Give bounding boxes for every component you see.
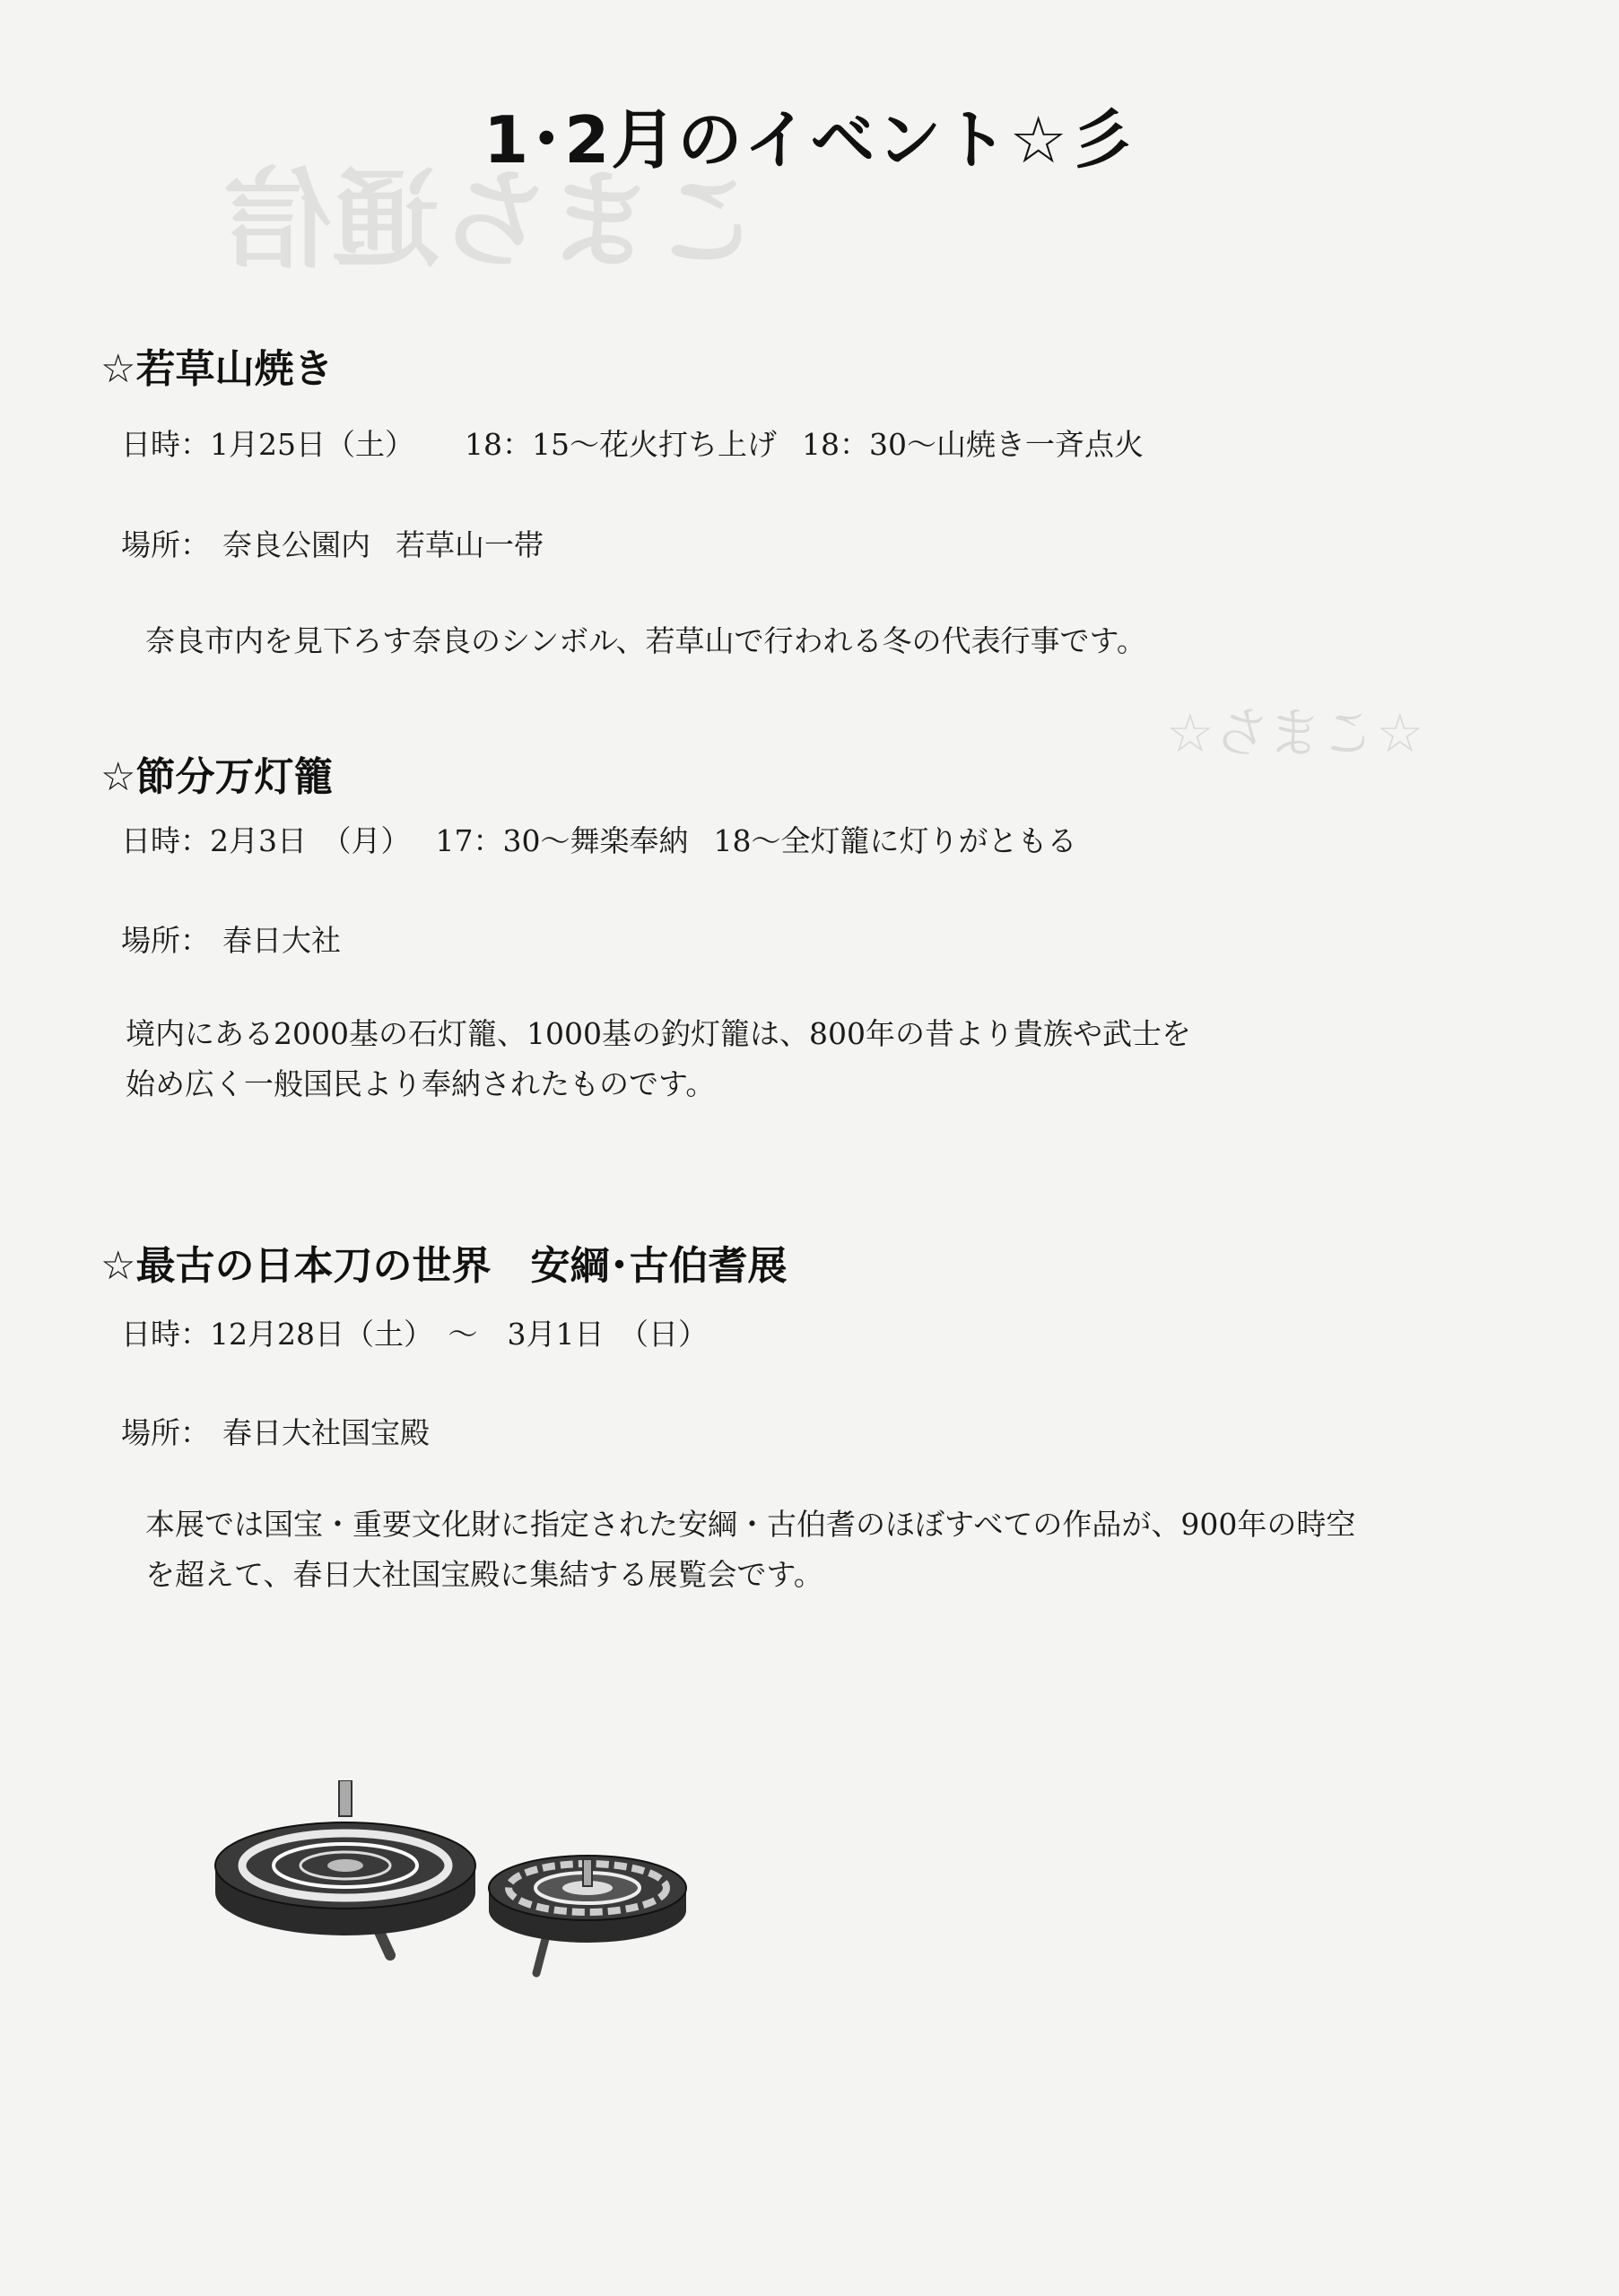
event-place-line bbox=[121, 918, 341, 960]
place-value: 若草山一帯 bbox=[396, 527, 544, 562]
time-item: 18：30～山焼き一斉点火 bbox=[801, 427, 1144, 462]
event-place-line bbox=[121, 1410, 430, 1452]
place-label: 場所： bbox=[121, 923, 210, 958]
time-item: 18：15～花火打ち上げ bbox=[465, 427, 777, 462]
large-top bbox=[215, 1780, 475, 1955]
page-title: 1･2月のイベント☆彡 bbox=[483, 102, 1136, 178]
place-label: 場所： bbox=[121, 527, 210, 562]
bleed-through-badge bbox=[1166, 691, 1424, 768]
date-label: 日時： bbox=[121, 427, 210, 462]
event-place-line bbox=[121, 522, 544, 564]
event-heading-sword-exhibition: ☆最古の日本刀の世界 安綱･古伯耆展 bbox=[100, 1243, 788, 1289]
date-value: 2月3日 （月） bbox=[210, 823, 411, 858]
event-date-line bbox=[121, 422, 1144, 464]
event-heading-wakakusa: ☆若草山焼き bbox=[100, 346, 334, 392]
small-top bbox=[489, 1856, 686, 1973]
event-date-line bbox=[121, 818, 1076, 860]
event-description bbox=[145, 1500, 1355, 1600]
place-label: 場所： bbox=[121, 1415, 210, 1450]
date-value: 12月28日（土） ～ 3月1日 （日） bbox=[210, 1317, 708, 1352]
place-value: 奈良公園内 bbox=[222, 527, 370, 562]
bleed-through-title-text: こまち通信 bbox=[224, 159, 762, 283]
time-item: 17：30～舞楽奉納 bbox=[435, 823, 689, 858]
bleed-through-badge-text: ☆こまち☆ bbox=[1166, 702, 1424, 765]
description-line: 始め広く一般国民より奉納されたものです。 bbox=[126, 1066, 716, 1101]
date-value: 1月25日（土） bbox=[210, 427, 414, 462]
spinning-tops-icon bbox=[206, 1780, 709, 2005]
place-value: 春日大社 bbox=[222, 923, 341, 958]
description-line: 奈良市内を見下ろす奈良のシンボル、若草山で行われる冬の代表行事です。 bbox=[145, 623, 1146, 658]
time-item: 18～全灯籠に灯りがともる bbox=[713, 823, 1077, 858]
place-value: 春日大社国宝殿 bbox=[222, 1415, 430, 1450]
description-line: を超えて、春日大社国宝殿に集結する展覧会です。 bbox=[145, 1557, 823, 1592]
description-line: 本展では国宝・重要文化財に指定された安綱・古伯耆のほぼすべての作品が、900年の時空 bbox=[145, 1507, 1356, 1542]
event-date-line bbox=[121, 1311, 708, 1353]
event-description bbox=[126, 1009, 1191, 1109]
event-heading-setsubun: ☆節分万灯籠 bbox=[100, 754, 334, 800]
date-label: 日時： bbox=[121, 823, 210, 858]
date-label: 日時： bbox=[121, 1317, 210, 1352]
event-description bbox=[145, 616, 1146, 666]
description-line: 境内にある2000基の石灯籠、1000基の釣灯籠は、800年の昔より貴族や武士を bbox=[126, 1016, 1191, 1051]
